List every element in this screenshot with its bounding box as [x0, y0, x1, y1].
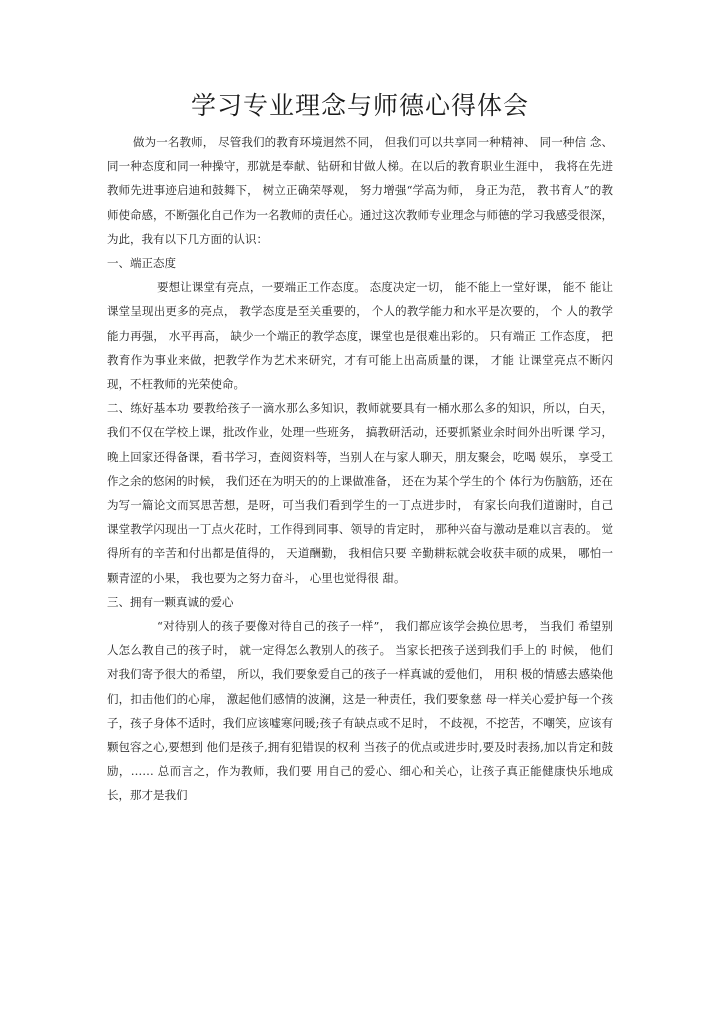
section-body-fundamentals: 二、练好基本功 要教给孩子一滴水那么多知识，教师就要具有一桶水那么多的知识，所以，白天， 我们不仅在学校上课，批改作业，处理一些班务， 搞教研活动，还要抓紧业余时间外出听课 学习，晚上回家还得备课，看书学习，查阅资料等，当别人在与家人聊天，朋友聚会，吃喝 娱乐， 享受工作之余的悠闲的时候， 我们还在为明天的的上课做准备， 还在为某个学生的个 体行为伤脑筋，还在为写一篇论文而冥思苦想，是呀，可当我们看到学生的一丁点进步时， 有家长向我们道谢时，自己课堂教学闪现出一丁点火花时，工作得到同事、领导的肯定时， 那种兴奋与激动是难以言表的。 觉得所有的辛苦和付出都是值得的， 天道酬勤， 我相信只要 辛勤耕耘就会收获丰硕的成果， 哪怕一颗青涩的小果， 我也要为之努力奋斗， 心里也觉得很 甜。	[107, 401, 613, 585]
section-body-attitude: 要想让课堂有亮点，一要端正工作态度。 态度决定一切， 能不能上一堂好课， 能不 能让课堂呈现出更多的亮点， 教学态度是至关重要的， 个人的教学能力和水平是次要的， 个 人的教学能力再强， 水平再高， 缺少一个端正的教学态度，课堂也是很难出彩的。 只有端正 工作态度， 把教育作为事业来做，把教学作为艺术来研究，才有可能上出高质量的课， 才能 让课堂亮点不断闪现，不枉教师的光荣使命。	[107, 280, 613, 392]
document-title: 学习专业理念与师德心得体会	[190, 91, 529, 120]
intro-paragraph: 做为一名教师， 尽管我们的教育环境迥然不同， 但我们可以共享同一种精神、 同一种信 念、同一种态度和同一种操守，那就是奉献、钻研和甘做人梯。在以后的教育职业生涯中， 我将在先进教师先进事迹启迪和鼓舞下， 树立正确荣辱观， 努力增强“学高为师， 身正为范， 教书育人”的教师使命感，不断强化自己作为一名教师的责任心。通过这次教师专业理念与师德的学习我感受很深，为此，我有以下几方面的认识：	[107, 135, 613, 246]
section-body-love: “对待别人的孩子要像对待自己的孩子一样”， 我们都应该学会换位思考， 当我们 希望别人怎么教自己的孩子时， 就一定得怎么教别人的孩子。 当家长把孩子送到我们手上的 时候， 他们对我们寄予很大的希望， 所以，我们要象爱自己的孩子一样真诚的爱他们， 用积 极的情感去感染他们，扣击他们的心扉， 激起他们感情的波澜，这是一种责任，我们要象慈 母一样关心爱护每一个孩子，孩子身体不适时，我们应该嘘寒问暖;孩子有缺点或不足时， 不歧视，不挖苦，不嘲笑，应该有颗包容之心,要想到 他们是孩子,拥有犯错误的权利 当孩子的优点或进步时,要及时表扬,加以肯定和鼓励，…… 总而言之，作为教师，我们要 用自己的爱心、细心和关心，让孩子真正能健康快乐地成长，那才是我们	[107, 619, 613, 803]
section-heading-attitude: 一、端正态度	[107, 256, 176, 271]
section-heading-love: 三、拥有一颗真诚的爱心	[107, 594, 234, 609]
